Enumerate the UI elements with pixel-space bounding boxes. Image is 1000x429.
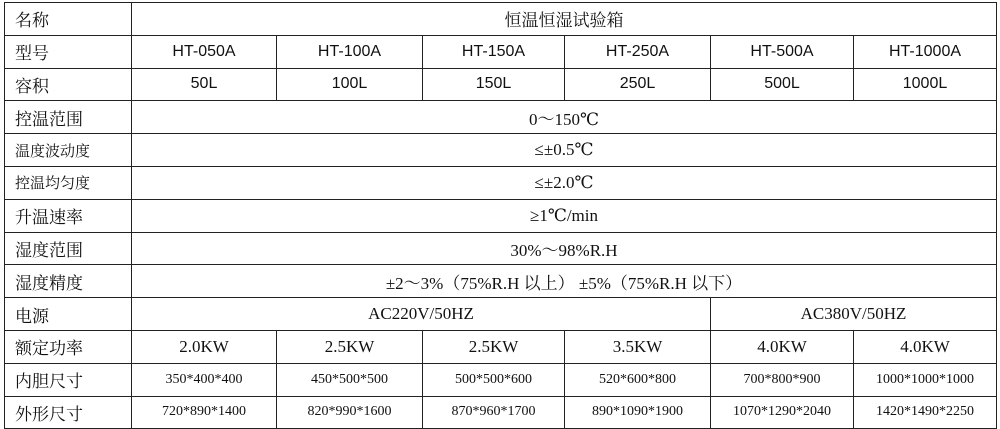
- inner-size-cell: 700*800*900: [711, 363, 854, 396]
- temp-range-value: 0～150℃: [132, 101, 997, 134]
- volume-cell: 100L: [277, 68, 423, 101]
- outer-size-cell: 870*960*1700: [423, 396, 565, 429]
- heating-rate-value: ≥1℃/min: [132, 199, 997, 232]
- table-row-name: [5, 3, 997, 36]
- model-cell: HT-1000A: [854, 35, 997, 68]
- outer-size-cell: 1420*1490*2250: [854, 396, 997, 429]
- model-cell: HT-500A: [711, 35, 854, 68]
- model-cell: HT-250A: [565, 35, 711, 68]
- row-label-humidity-range: 湿度范围: [5, 232, 132, 265]
- power-supply-220v: AC220V/50HZ: [132, 298, 711, 331]
- row-label-heating-rate: 升温速率: [5, 199, 132, 232]
- table-row-temp-range: [5, 101, 997, 134]
- volume-cell: 1000L: [854, 68, 997, 101]
- table-row-humidity-range: [5, 232, 997, 265]
- product-name: 恒温恒湿试验箱: [132, 3, 997, 36]
- table-row-model: [5, 35, 997, 68]
- table-row-outer-size: [5, 396, 997, 429]
- row-label-temp-fluctuation: 温度波动度: [5, 134, 132, 167]
- volume-cell: 50L: [132, 68, 277, 101]
- inner-size-cell: 350*400*400: [132, 363, 277, 396]
- inner-size-cell: 500*500*600: [423, 363, 565, 396]
- temp-uniformity-value: ≤±2.0℃: [132, 166, 997, 199]
- rated-power-cell: 3.5KW: [565, 330, 711, 363]
- outer-size-cell: 720*890*1400: [132, 396, 277, 429]
- humidity-range-value: 30%～98%R.H: [132, 232, 997, 265]
- row-label-temp-range: 控温范围: [5, 101, 132, 134]
- rated-power-cell: 4.0KW: [711, 330, 854, 363]
- rated-power-cell: 2.0KW: [132, 330, 277, 363]
- inner-size-cell: 1000*1000*1000: [854, 363, 997, 396]
- row-label-name: 名称: [5, 3, 132, 36]
- table-row-temp-fluctuation: [5, 134, 997, 167]
- row-label-model: 型号: [5, 35, 132, 68]
- row-label-temp-uniformity: 控温均匀度: [5, 166, 132, 199]
- volume-cell: 150L: [423, 68, 565, 101]
- inner-size-cell: 450*500*500: [277, 363, 423, 396]
- outer-size-cell: 890*1090*1900: [565, 396, 711, 429]
- volume-cell: 250L: [565, 68, 711, 101]
- row-label-power-supply: 电源: [5, 298, 132, 331]
- outer-size-cell: 1070*1290*2040: [711, 396, 854, 429]
- row-label-rated-power: 额定功率: [5, 330, 132, 363]
- table-row-power-supply: [5, 298, 997, 331]
- humidity-accuracy-value: ±2～3%（75%R.H 以上） ±5%（75%R.H 以下）: [132, 265, 997, 298]
- temp-fluctuation-value: ≤±0.5℃: [132, 134, 997, 167]
- row-label-humidity-accuracy: 湿度精度: [5, 265, 132, 298]
- power-supply-380v: AC380V/50HZ: [711, 298, 997, 331]
- rated-power-cell: 4.0KW: [854, 330, 997, 363]
- rated-power-cell: 2.5KW: [277, 330, 423, 363]
- model-cell: HT-050A: [132, 35, 277, 68]
- volume-cell: 500L: [711, 68, 854, 101]
- table-row-rated-power: [5, 330, 997, 363]
- inner-size-cell: 520*600*800: [565, 363, 711, 396]
- model-cell: HT-150A: [423, 35, 565, 68]
- table-row-temp-uniformity: [5, 166, 997, 199]
- outer-size-cell: 820*990*1600: [277, 396, 423, 429]
- table-row-volume: [5, 68, 997, 101]
- spec-table: [4, 2, 997, 429]
- table-row-heating-rate: [5, 199, 997, 232]
- table-row-inner-size: [5, 363, 997, 396]
- table-row-humidity-accuracy: [5, 265, 997, 298]
- row-label-volume: 容积: [5, 68, 132, 101]
- row-label-outer-size: 外形尺寸: [5, 396, 132, 429]
- model-cell: HT-100A: [277, 35, 423, 68]
- row-label-inner-size: 内胆尺寸: [5, 363, 132, 396]
- rated-power-cell: 2.5KW: [423, 330, 565, 363]
